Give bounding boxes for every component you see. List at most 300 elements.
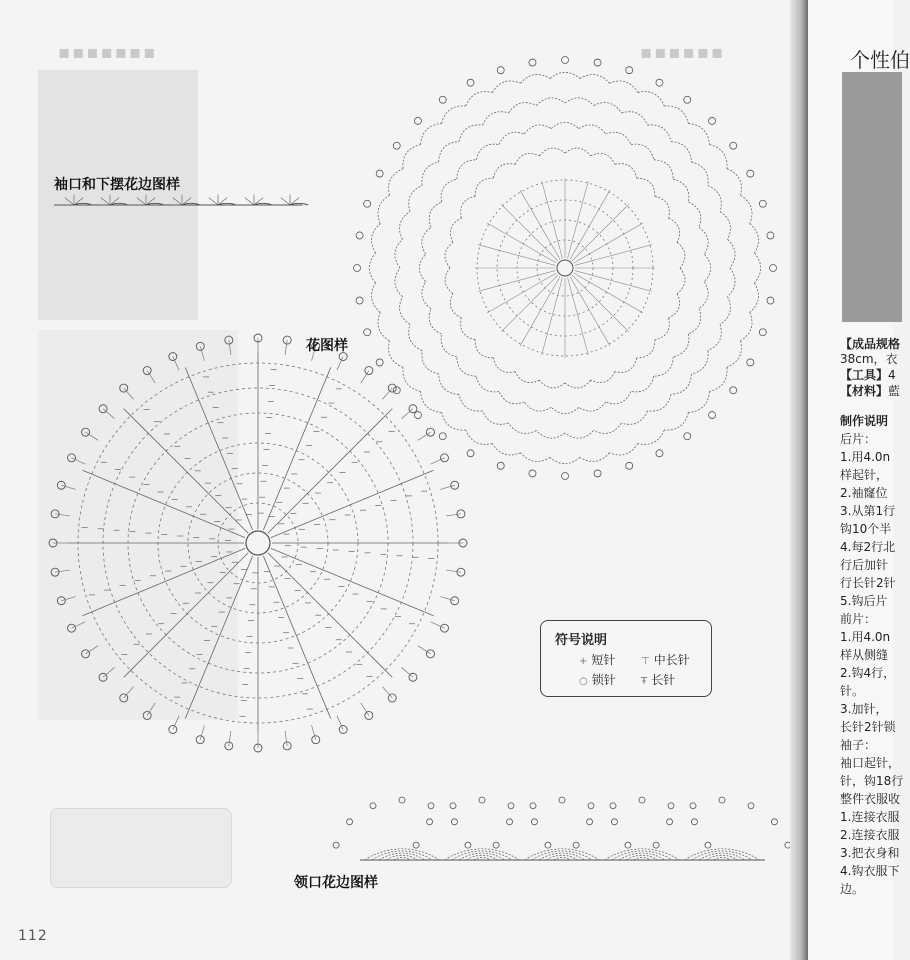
flower-loop bbox=[442, 106, 466, 124]
right-text-line: 【材料】藍 bbox=[840, 384, 901, 398]
doily-picot-stem bbox=[285, 731, 287, 746]
neckline-picot bbox=[588, 803, 594, 809]
flower-spoke bbox=[568, 278, 589, 355]
flower-picot bbox=[770, 265, 777, 272]
neckline-picot bbox=[413, 842, 419, 848]
flower-loop bbox=[699, 282, 708, 309]
flower-loop bbox=[754, 253, 760, 283]
doily-spoke bbox=[263, 367, 330, 530]
flower-picot bbox=[767, 232, 774, 239]
legend-item-double: Ŧ 长针 bbox=[641, 673, 676, 687]
flower-picot bbox=[759, 200, 766, 207]
flower-picot bbox=[562, 473, 569, 480]
flower-loop bbox=[499, 391, 524, 403]
flower-loop bbox=[461, 318, 475, 340]
flower-loop bbox=[450, 294, 461, 318]
flower-loop bbox=[441, 179, 457, 202]
right-text-line: 1.连接衣服 bbox=[840, 810, 900, 824]
flower-loop bbox=[594, 423, 622, 433]
flower-loop bbox=[579, 402, 606, 411]
doily-picot-stem bbox=[86, 432, 99, 440]
flower-loop bbox=[631, 144, 654, 160]
doily-spoke bbox=[263, 556, 330, 719]
right-text-line: 样从侧缝 bbox=[840, 648, 889, 662]
flower-picot bbox=[393, 387, 400, 394]
flower-loop bbox=[669, 218, 680, 242]
neckline-arc bbox=[445, 849, 519, 860]
flower-picot bbox=[594, 470, 601, 477]
flower-picot bbox=[684, 433, 691, 440]
right-text-line: 1.用4.0n bbox=[840, 630, 891, 644]
sleeve-hem-label: 袖口和下摆花边图样 bbox=[54, 177, 180, 193]
flower-loop bbox=[524, 402, 551, 411]
neckline-arc bbox=[685, 849, 759, 860]
neckline-picot bbox=[559, 797, 565, 803]
flower-loop bbox=[579, 125, 606, 134]
ghost-title-right: ▪▪▪▪▪▪ bbox=[640, 42, 726, 63]
flower-loop bbox=[750, 224, 759, 253]
flower-loop bbox=[551, 122, 578, 128]
flower-picot bbox=[356, 232, 363, 239]
page-number: 112 bbox=[18, 928, 48, 944]
flower-loop bbox=[421, 391, 442, 412]
flower-loop bbox=[741, 195, 752, 223]
flower-loop bbox=[395, 268, 403, 297]
flower-loop bbox=[521, 453, 550, 462]
doily-picot-stem bbox=[229, 731, 231, 746]
flower-loop bbox=[493, 358, 515, 372]
neckline-picot bbox=[530, 803, 536, 809]
flower-loop bbox=[638, 430, 665, 444]
flower-loop bbox=[459, 125, 483, 142]
flower-loop bbox=[591, 153, 615, 164]
doily-picot-stem bbox=[124, 687, 134, 698]
flower-loop bbox=[727, 268, 735, 297]
flower-loop bbox=[476, 376, 499, 392]
flower-loop bbox=[409, 324, 422, 350]
right-text-line: 38cm，衣 bbox=[840, 352, 898, 366]
neckline-picot bbox=[451, 819, 457, 825]
neckline-picot bbox=[531, 819, 537, 825]
flower-picot bbox=[414, 117, 421, 124]
flower-loop bbox=[429, 202, 441, 227]
flower-picot bbox=[626, 462, 633, 469]
flower-loop bbox=[615, 164, 637, 178]
flower-spoke bbox=[542, 278, 563, 355]
flower-loop bbox=[565, 98, 594, 106]
flower-loop bbox=[727, 169, 741, 196]
flower-picot bbox=[467, 79, 474, 86]
flower-loop bbox=[422, 162, 439, 186]
flower-loop bbox=[591, 372, 615, 383]
flower-loop bbox=[594, 103, 622, 113]
neckline-picot bbox=[668, 803, 674, 809]
hem-stitch bbox=[101, 198, 110, 205]
flower-loop bbox=[606, 132, 631, 144]
flower-picot bbox=[414, 412, 421, 419]
flower-loop bbox=[631, 376, 654, 392]
flower-loop bbox=[445, 242, 453, 268]
flower-picot bbox=[709, 412, 716, 419]
doily-spoke bbox=[82, 548, 245, 615]
flower-loop bbox=[483, 411, 509, 424]
flower-loop bbox=[637, 340, 655, 358]
right-text-line: 【成品规格 bbox=[840, 337, 901, 351]
neckline-picot bbox=[690, 803, 696, 809]
right-text-line: 袖口起针， bbox=[840, 756, 901, 770]
neckline-picot bbox=[587, 819, 593, 825]
right-text-line: 后片： bbox=[840, 432, 877, 446]
flower-loop bbox=[580, 74, 609, 83]
right-page-photo bbox=[842, 72, 902, 322]
neckline-picot bbox=[611, 819, 617, 825]
flower-spoke bbox=[487, 223, 556, 263]
flower-loop bbox=[509, 423, 537, 433]
flower-spoke bbox=[572, 204, 629, 261]
right-text-line: 行长针2针 bbox=[840, 576, 896, 590]
flower-loop bbox=[457, 357, 476, 376]
flower-loop bbox=[371, 224, 380, 253]
neckline-arc bbox=[379, 853, 425, 860]
neckline-picot bbox=[370, 803, 376, 809]
flower-loop bbox=[709, 367, 727, 391]
flower-loop bbox=[509, 103, 537, 113]
flower-loop bbox=[720, 212, 730, 240]
doily-spoke bbox=[268, 553, 392, 677]
right-text-line: 3.加针， bbox=[840, 702, 888, 716]
doily-picot-stem bbox=[446, 570, 461, 572]
flower-loop bbox=[422, 227, 431, 254]
flower-loop bbox=[439, 374, 459, 394]
flower-loop bbox=[536, 430, 565, 438]
flower-loop bbox=[669, 294, 680, 318]
neckline-picot bbox=[771, 819, 777, 825]
flower-loop bbox=[521, 74, 550, 83]
flower-loop bbox=[688, 391, 709, 412]
flower-loop bbox=[673, 179, 689, 202]
neckline-picot bbox=[479, 797, 485, 803]
flower-loop bbox=[655, 318, 669, 340]
flower-loop bbox=[409, 186, 422, 212]
doily-spoke bbox=[268, 409, 392, 533]
hem-stitch bbox=[209, 198, 218, 205]
flower-spoke bbox=[542, 181, 563, 258]
flower-picot bbox=[439, 433, 446, 440]
flower-picot bbox=[626, 67, 633, 74]
flower-loop bbox=[371, 283, 380, 312]
flower-picot bbox=[529, 59, 536, 66]
flower-loop bbox=[708, 324, 721, 350]
right-text-line: 4.钩衣服下 bbox=[840, 864, 900, 878]
flower-picot bbox=[497, 67, 504, 74]
flower-loop bbox=[654, 357, 673, 376]
flower-loop bbox=[720, 297, 730, 325]
flower-loop bbox=[648, 394, 672, 411]
flower-loop bbox=[664, 412, 688, 430]
flower-loop bbox=[395, 239, 403, 268]
doily-spoke bbox=[82, 470, 245, 537]
neckline-arc bbox=[459, 853, 505, 860]
neckline-picot bbox=[610, 803, 616, 809]
flower-picot bbox=[439, 96, 446, 103]
neckline-picot bbox=[573, 842, 579, 848]
right-text-line: 针，钩18行 bbox=[840, 774, 904, 788]
flower-loop bbox=[606, 391, 631, 403]
right-text-line: 1.用4.0n bbox=[840, 450, 891, 464]
neckline-picot bbox=[748, 803, 754, 809]
flower-loop bbox=[539, 148, 565, 156]
flower-loop bbox=[378, 195, 389, 223]
hem-stitch bbox=[137, 198, 146, 205]
flower-picot bbox=[364, 200, 371, 207]
flower-loop bbox=[655, 196, 669, 218]
doily-picot-stem bbox=[402, 409, 413, 419]
neckline-arc bbox=[525, 849, 599, 860]
right-page bbox=[808, 0, 910, 960]
right-text-line: 制作说明 bbox=[840, 414, 889, 428]
flower-picot bbox=[356, 297, 363, 304]
neckline-picot bbox=[653, 842, 659, 848]
right-text-line: 行后加针 bbox=[840, 558, 889, 572]
flower-loop bbox=[750, 283, 759, 312]
doily-picot-stem bbox=[86, 646, 99, 654]
right-text-line: 【工具】4 bbox=[840, 368, 896, 382]
flower-loop bbox=[704, 254, 710, 281]
flower-spoke bbox=[575, 245, 652, 266]
neckline-picot bbox=[639, 797, 645, 803]
flower-spoke bbox=[575, 271, 652, 292]
flower-spoke bbox=[478, 271, 555, 292]
flower-loop bbox=[422, 351, 439, 375]
neckline-picot bbox=[667, 819, 673, 825]
right-text-line: 样起针， bbox=[840, 468, 889, 482]
right-text-line: 钩10个半 bbox=[840, 522, 892, 536]
flower-loop bbox=[419, 254, 425, 281]
flower-label: 花图样 bbox=[306, 338, 348, 354]
flower-loop bbox=[536, 98, 565, 106]
flower-loop bbox=[741, 312, 752, 340]
flower-loop bbox=[421, 124, 442, 145]
flower-spoke bbox=[478, 245, 555, 266]
flower-loop bbox=[550, 457, 580, 463]
flower-loop bbox=[691, 162, 708, 186]
flower-loop bbox=[378, 312, 389, 340]
doily-picot-stem bbox=[418, 646, 431, 654]
neckline-label: 领口花边图样 bbox=[294, 875, 378, 891]
flower-loop bbox=[403, 367, 421, 391]
flower-loop bbox=[445, 268, 453, 294]
flower-loop bbox=[688, 202, 700, 227]
flower-loop bbox=[621, 112, 647, 125]
neckline-picot bbox=[428, 803, 434, 809]
flower-spoke bbox=[520, 190, 560, 259]
doily-picot-stem bbox=[55, 570, 70, 572]
doily-picot-stem bbox=[229, 340, 231, 355]
right-text-line: 边。 bbox=[840, 882, 865, 896]
neckline-picot bbox=[450, 803, 456, 809]
right-text-line: 2.袖窿位 bbox=[840, 486, 888, 500]
doily-picot-stem bbox=[55, 514, 70, 516]
neckline-arc bbox=[699, 853, 745, 860]
doily-picot-stem bbox=[147, 703, 155, 716]
flower-loop bbox=[389, 169, 403, 196]
flower-spoke bbox=[570, 190, 610, 259]
flower-loop bbox=[539, 380, 565, 388]
flower-loop bbox=[439, 142, 459, 162]
right-text-line: 前片： bbox=[840, 612, 877, 626]
right-text-line: 长针2针锁 bbox=[840, 720, 896, 734]
right-page-title: 个性伯 bbox=[850, 48, 910, 72]
flower-loop bbox=[565, 380, 591, 388]
flower-spoke bbox=[572, 275, 629, 332]
neckline-picot bbox=[465, 842, 471, 848]
flower-loop bbox=[461, 196, 475, 218]
flower-loop bbox=[483, 112, 509, 125]
flower-picot bbox=[759, 329, 766, 336]
flower-loop bbox=[677, 242, 685, 268]
doily-spoke bbox=[271, 548, 434, 615]
legend-item-chain: ○ 锁针 bbox=[579, 673, 616, 687]
flower-center-ring bbox=[557, 260, 573, 276]
flower-loop bbox=[400, 212, 410, 240]
flower-loop bbox=[708, 186, 721, 212]
flower-picot bbox=[656, 79, 663, 86]
flower-loop bbox=[609, 81, 637, 92]
flower-loop bbox=[565, 148, 591, 156]
neckline-picot bbox=[705, 842, 711, 848]
flower-loop bbox=[609, 444, 637, 455]
doily-picot-stem bbox=[402, 667, 413, 677]
flower-picot bbox=[467, 450, 474, 457]
hem-stitch bbox=[281, 198, 290, 205]
flower-loop bbox=[688, 309, 700, 334]
doily-picot-stem bbox=[103, 667, 114, 677]
flower-spoke bbox=[570, 277, 610, 346]
legend-item-half-double: ⊤ 中长针 bbox=[641, 653, 690, 667]
doily-spoke bbox=[124, 553, 248, 677]
doily-picot-stem bbox=[361, 703, 369, 716]
flower-loop bbox=[638, 92, 665, 106]
flower-picot bbox=[747, 359, 754, 366]
flower-spoke bbox=[501, 204, 558, 261]
neckline-picot bbox=[625, 842, 631, 848]
flower-loop bbox=[551, 407, 578, 413]
neckline-arc bbox=[605, 849, 679, 860]
neckline-picot bbox=[508, 803, 514, 809]
legend-box bbox=[540, 620, 712, 697]
neckline-picot bbox=[719, 797, 725, 803]
flower-loop bbox=[727, 239, 735, 268]
flower-picot bbox=[730, 142, 737, 149]
doily-picot-stem bbox=[382, 687, 392, 698]
flower-loop bbox=[550, 72, 580, 78]
legend-title: 符号说明 bbox=[555, 633, 608, 648]
flower-loop bbox=[727, 341, 741, 368]
flower-spoke bbox=[520, 277, 560, 346]
flower-loop bbox=[389, 341, 403, 368]
hem-stitch bbox=[173, 198, 182, 205]
flower-picot bbox=[364, 329, 371, 336]
doily-spoke bbox=[271, 470, 434, 537]
flower-loop bbox=[492, 444, 520, 455]
flower-loop bbox=[369, 253, 375, 283]
right-text-line: 针。 bbox=[840, 684, 865, 698]
flower-loop bbox=[709, 145, 727, 169]
flower-loop bbox=[637, 178, 655, 196]
neckline-picot bbox=[507, 819, 513, 825]
flower-loop bbox=[499, 132, 524, 144]
neckline-picot bbox=[545, 842, 551, 848]
neckline-arc bbox=[619, 853, 665, 860]
doily-picot-stem bbox=[361, 371, 369, 384]
flower-loop bbox=[673, 334, 689, 357]
flower-loop bbox=[450, 218, 461, 242]
doily-spoke bbox=[185, 556, 252, 719]
doily-center-ring bbox=[246, 531, 270, 555]
flower-loop bbox=[466, 430, 493, 444]
flower-loop bbox=[515, 153, 539, 164]
flower-loop bbox=[565, 430, 594, 438]
flower-loop bbox=[664, 106, 688, 124]
flower-loop bbox=[476, 144, 499, 160]
right-text-line: 5.钩后片 bbox=[840, 594, 888, 608]
flower-loop bbox=[493, 164, 515, 178]
flower-loop bbox=[515, 372, 539, 383]
flower-picot bbox=[656, 450, 663, 457]
neckline-picot bbox=[493, 842, 499, 848]
flower-loop bbox=[671, 374, 691, 394]
flower-loop bbox=[671, 142, 691, 162]
flower-picot bbox=[562, 57, 569, 64]
flower-loop bbox=[677, 268, 685, 294]
hem-stitch bbox=[65, 198, 74, 205]
flower-loop bbox=[459, 394, 483, 411]
flower-loop bbox=[403, 145, 421, 169]
flower-loop bbox=[475, 340, 493, 358]
ghost-title-left: ▪▪▪▪▪▪▪ bbox=[58, 42, 158, 63]
flower-loop bbox=[442, 412, 466, 430]
doily-spoke bbox=[185, 367, 252, 530]
flower-loop bbox=[475, 178, 493, 196]
flower-loop bbox=[691, 351, 708, 375]
flower-picot bbox=[393, 142, 400, 149]
flower-picot bbox=[376, 359, 383, 366]
doily-picot-stem bbox=[147, 371, 155, 384]
flower-picot bbox=[354, 265, 361, 272]
doily-picot-stem bbox=[103, 409, 114, 419]
flower-loop bbox=[492, 81, 520, 92]
flower-loop bbox=[429, 309, 441, 334]
flower-spoke bbox=[501, 275, 558, 332]
flower-loop bbox=[615, 358, 637, 372]
flower-picot bbox=[767, 297, 774, 304]
right-text-line: 2.连接衣服 bbox=[840, 828, 900, 842]
flower-loop bbox=[457, 160, 476, 179]
neckline-arc bbox=[365, 849, 439, 860]
flower-loop bbox=[466, 92, 493, 106]
flower-loop bbox=[422, 282, 431, 309]
flower-picot bbox=[529, 470, 536, 477]
hem-stitch bbox=[245, 198, 254, 205]
doily-picot-stem bbox=[285, 340, 287, 355]
neckline-picot bbox=[399, 797, 405, 803]
doily-picot-stem bbox=[382, 388, 392, 399]
neckline-picot bbox=[691, 819, 697, 825]
doily-spoke bbox=[124, 409, 248, 533]
flower-loop bbox=[400, 297, 410, 325]
right-text-line: 袖子： bbox=[840, 738, 877, 752]
flower-picot bbox=[594, 59, 601, 66]
